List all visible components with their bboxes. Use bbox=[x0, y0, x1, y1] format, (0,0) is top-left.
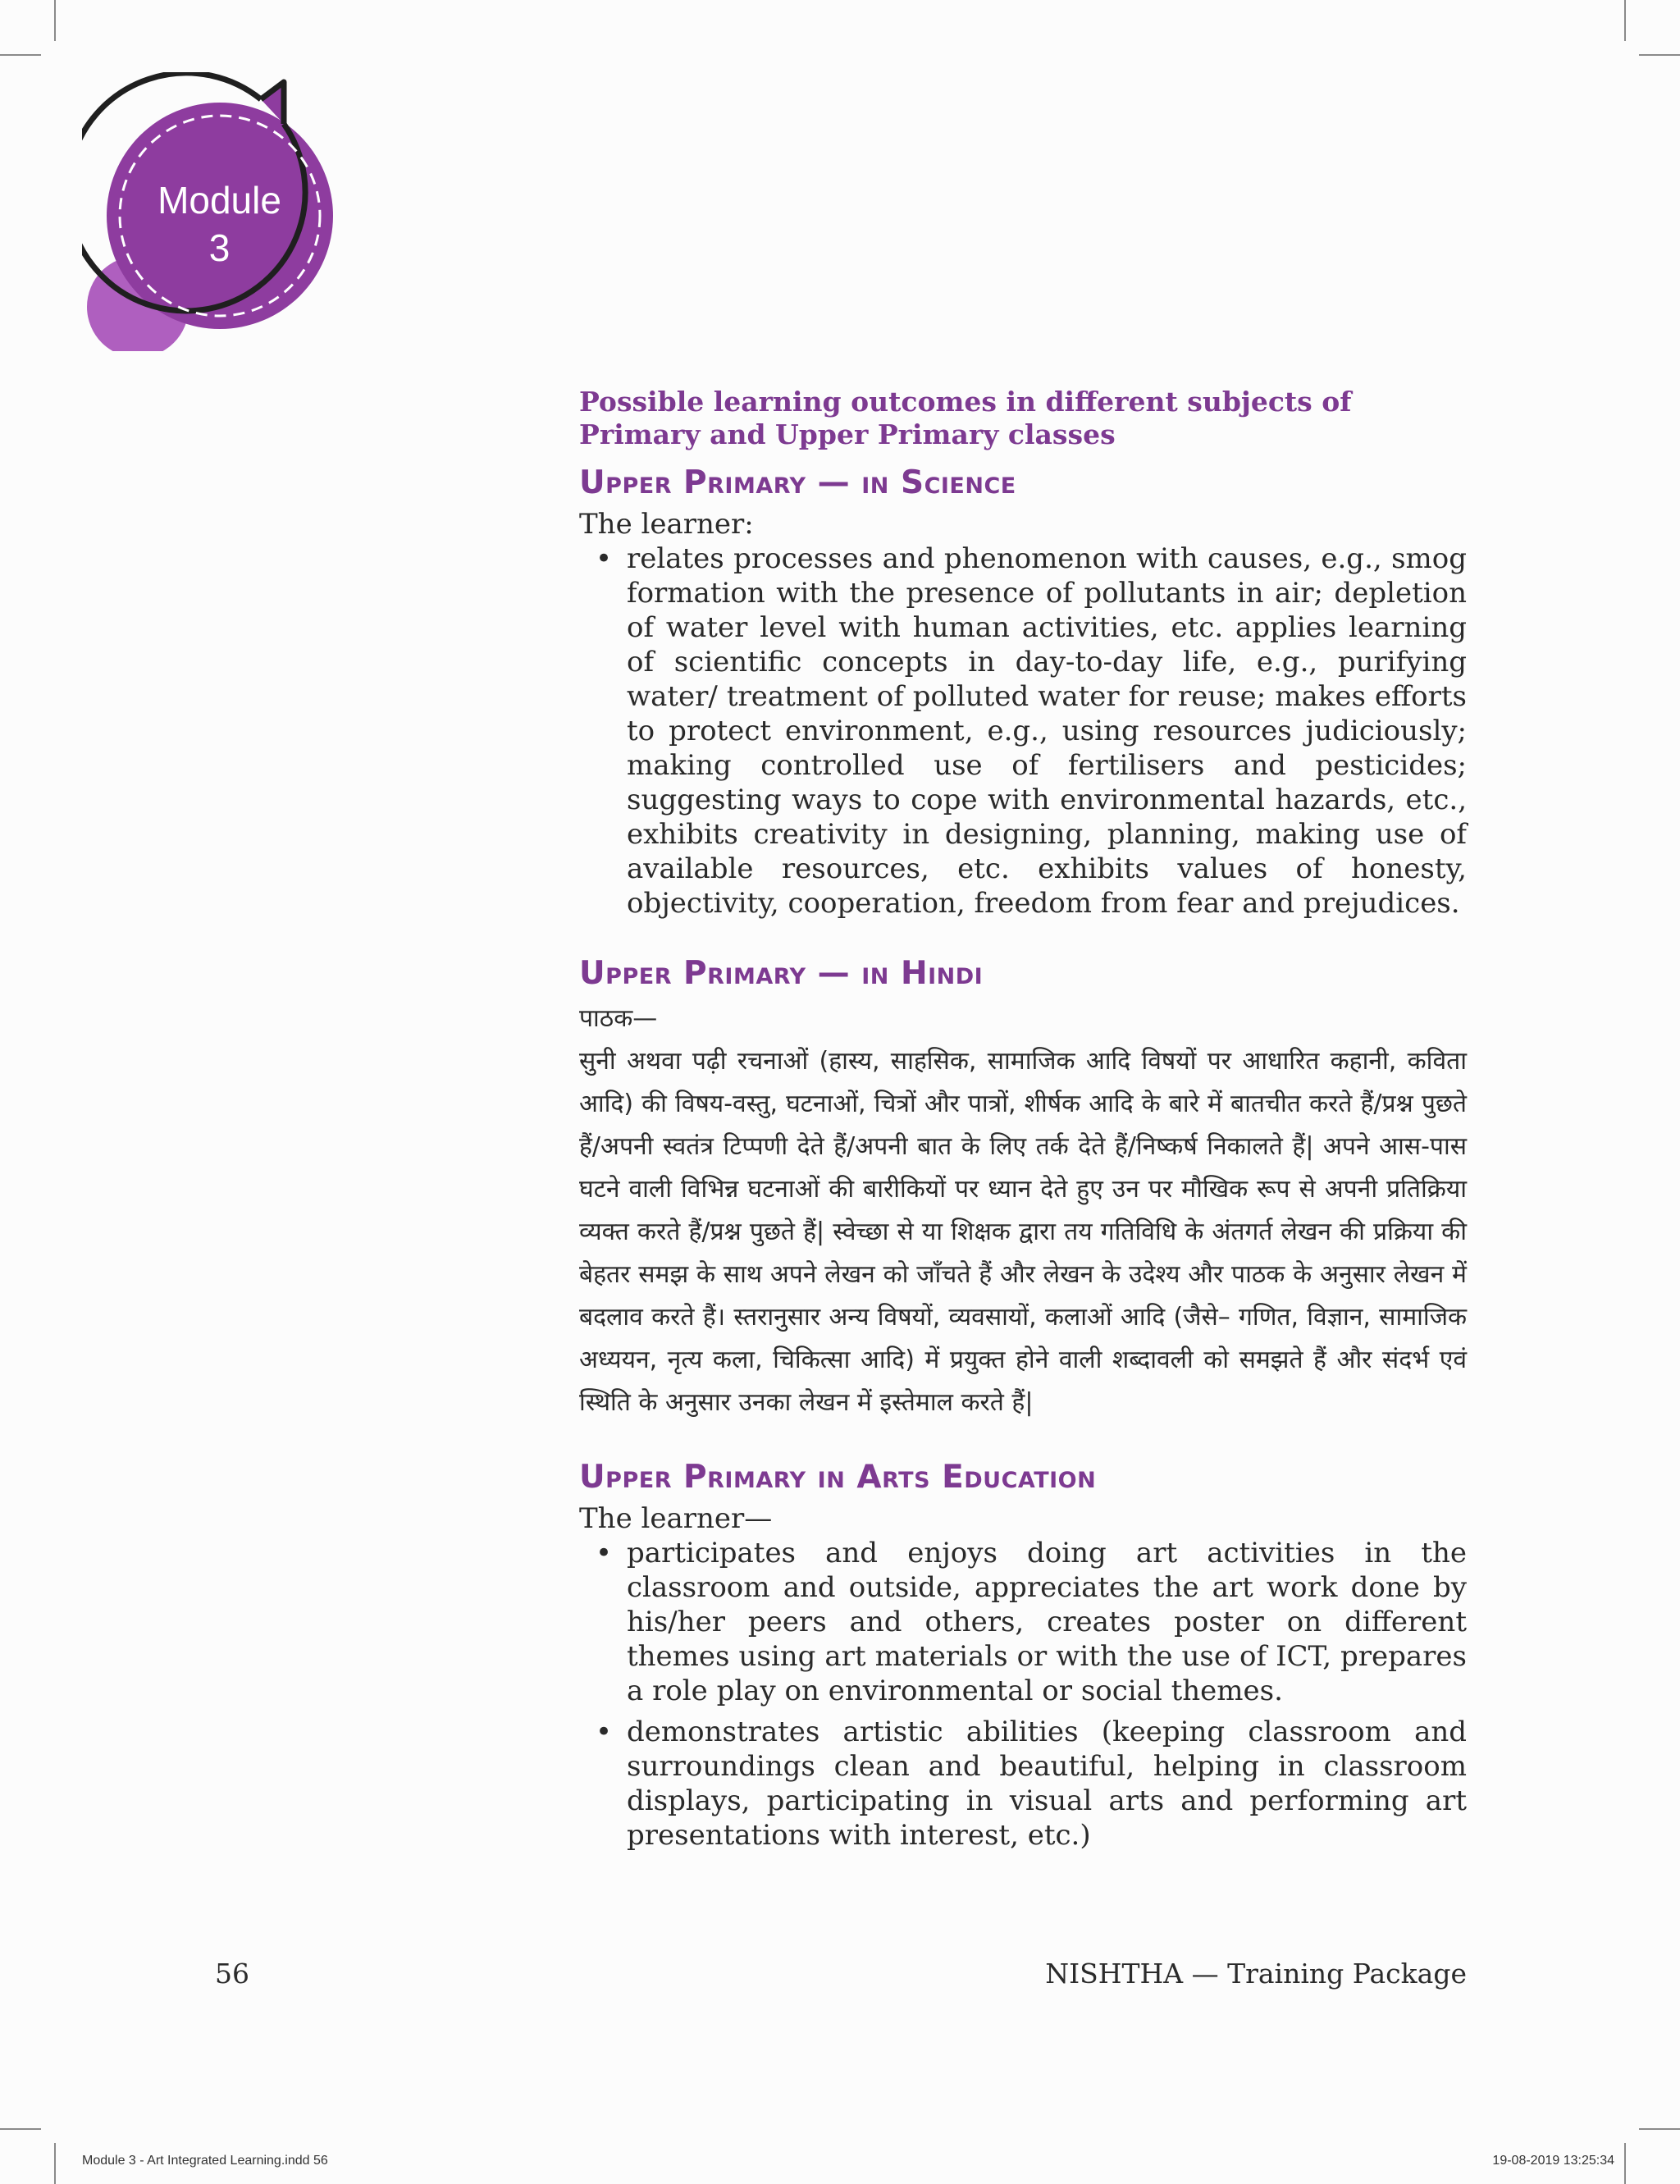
section-title: Upper Primary — in Hindi bbox=[579, 955, 984, 992]
crop-mark bbox=[0, 54, 41, 56]
section-lead: The learner— bbox=[579, 1502, 773, 1535]
section-lead: The learner: bbox=[579, 508, 754, 541]
list-item bbox=[579, 541, 1467, 921]
crop-mark bbox=[1624, 0, 1626, 41]
section-hindi bbox=[579, 953, 1467, 1424]
section-lead: पाठक— bbox=[579, 1004, 658, 1033]
bullet-icon: • bbox=[596, 1537, 613, 1569]
module-number: 3 bbox=[208, 226, 231, 269]
list-item bbox=[579, 1715, 1467, 1853]
section-title: Upper Primary — in Science bbox=[579, 464, 1016, 501]
crop-mark bbox=[54, 2143, 56, 2184]
section-title: Upper Primary in Arts Education bbox=[579, 1459, 1097, 1496]
module-badge bbox=[144, 176, 295, 272]
bullet-list bbox=[579, 1536, 1467, 1853]
page-number: 56 bbox=[215, 1958, 249, 1990]
crop-mark bbox=[54, 0, 56, 41]
list-item-text: participates and enjoys doing art activities in the classroom and outside, appreciates the art work done by his/her peers and others, creates poster on different themes using art materials or with the use of ICT, prepares a role play on environmental or social themes. bbox=[627, 1537, 1467, 1707]
section-science bbox=[579, 463, 1467, 921]
intro-heading: Possible learning outcomes in different subjects of Primary and Upper Primary classes bbox=[579, 386, 1352, 450]
bullet-list bbox=[579, 541, 1467, 921]
page-content bbox=[579, 386, 1467, 1859]
crop-mark bbox=[1624, 2143, 1626, 2184]
crop-mark bbox=[1639, 2128, 1680, 2130]
section-body: सुनी अथवा पढ़ी रचनाओं (हास्य, साहसिक, सामाजिक आदि विषयों पर आधारित कहानी, कविता आदि) की विषय-वस्तु, घटनाओं, चित्रों और पात्रों, शीर्षक आदि के बारे में बातचीत करते हैं/प्रश्न पुछते हैं/अपनी स्वतंत्र टिप्पणी देते हैं/अपनी बात के लिए तर्क देते हैं/निष्कर्ष निकालते हैं| अपने आस-पास घटने वाली विभिन्न घटनाओं की बारीकियों पर ध्यान देते हुए उन पर मौखिक रूप से अपनी प्रतिक्रिया व्यक्त करते हैं/प्रश्न पुछते हैं| स्वेच्छा से या शिक्षक द्वारा तय गतिविधि के अंतगर्त लेखन की प्रक्रिया की बेहतर समझ के साथ अपने लेखन को जाँचते हैं और लेखन के उदेश्य और पाठक के अनुसार लेखन में बदलाव करते हैं। स्तरानुसार अन्य विषयों, व्यवसायों, कलाओं आदि (जैसे– गणित, विज्ञान, सामाजिक अध्ययन, नृत्य कला, चिकित्सा आदि) में प्रयुक्त होने वाली शब्दावली को समझते हैं और संदर्भ एवं स्थिति के अनुसार उनका लेखन में इस्तेमाल करते हैं| bbox=[579, 1047, 1467, 1417]
list-item-text: relates processes and phenomenon with causes, e.g., smog formation with the presence of pollutants in air; depletion of water level with human activities, etc. applies learning of scientific concepts in day-to-day life, e.g., purifying water/ treatment of polluted water for reuse; makes efforts to protect environment, e.g., using resources judiciously; making controlled use of fertilisers and pesticides; suggesting ways to cope with environmental hazards, etc., exhibits creativity in designing, planning, making use of available resources, etc. exhibits values of honesty, objectivity, cooperation, freedom from fear and prejudices. bbox=[627, 542, 1467, 920]
bullet-icon: • bbox=[596, 542, 613, 575]
slug-datetime: 19-08-2019 13:25:34 bbox=[1492, 2154, 1614, 2168]
slug-file: Module 3 - Art Integrated Learning.indd 56 bbox=[82, 2154, 328, 2168]
list-item-text: demonstrates artistic abilities (keeping classroom and surroundings clean and beautiful, helping in classroom displays, participating in visual arts and performing art presentations with interest, etc.) bbox=[627, 1716, 1467, 1852]
bullet-icon: • bbox=[596, 1716, 613, 1748]
crop-mark bbox=[0, 2128, 41, 2130]
section-arts bbox=[579, 1457, 1467, 1853]
module-label: Module bbox=[158, 179, 281, 222]
footer-title: NISHTHA — Training Package bbox=[1045, 1958, 1467, 1990]
list-item bbox=[579, 1536, 1467, 1708]
crop-mark bbox=[1639, 54, 1680, 56]
